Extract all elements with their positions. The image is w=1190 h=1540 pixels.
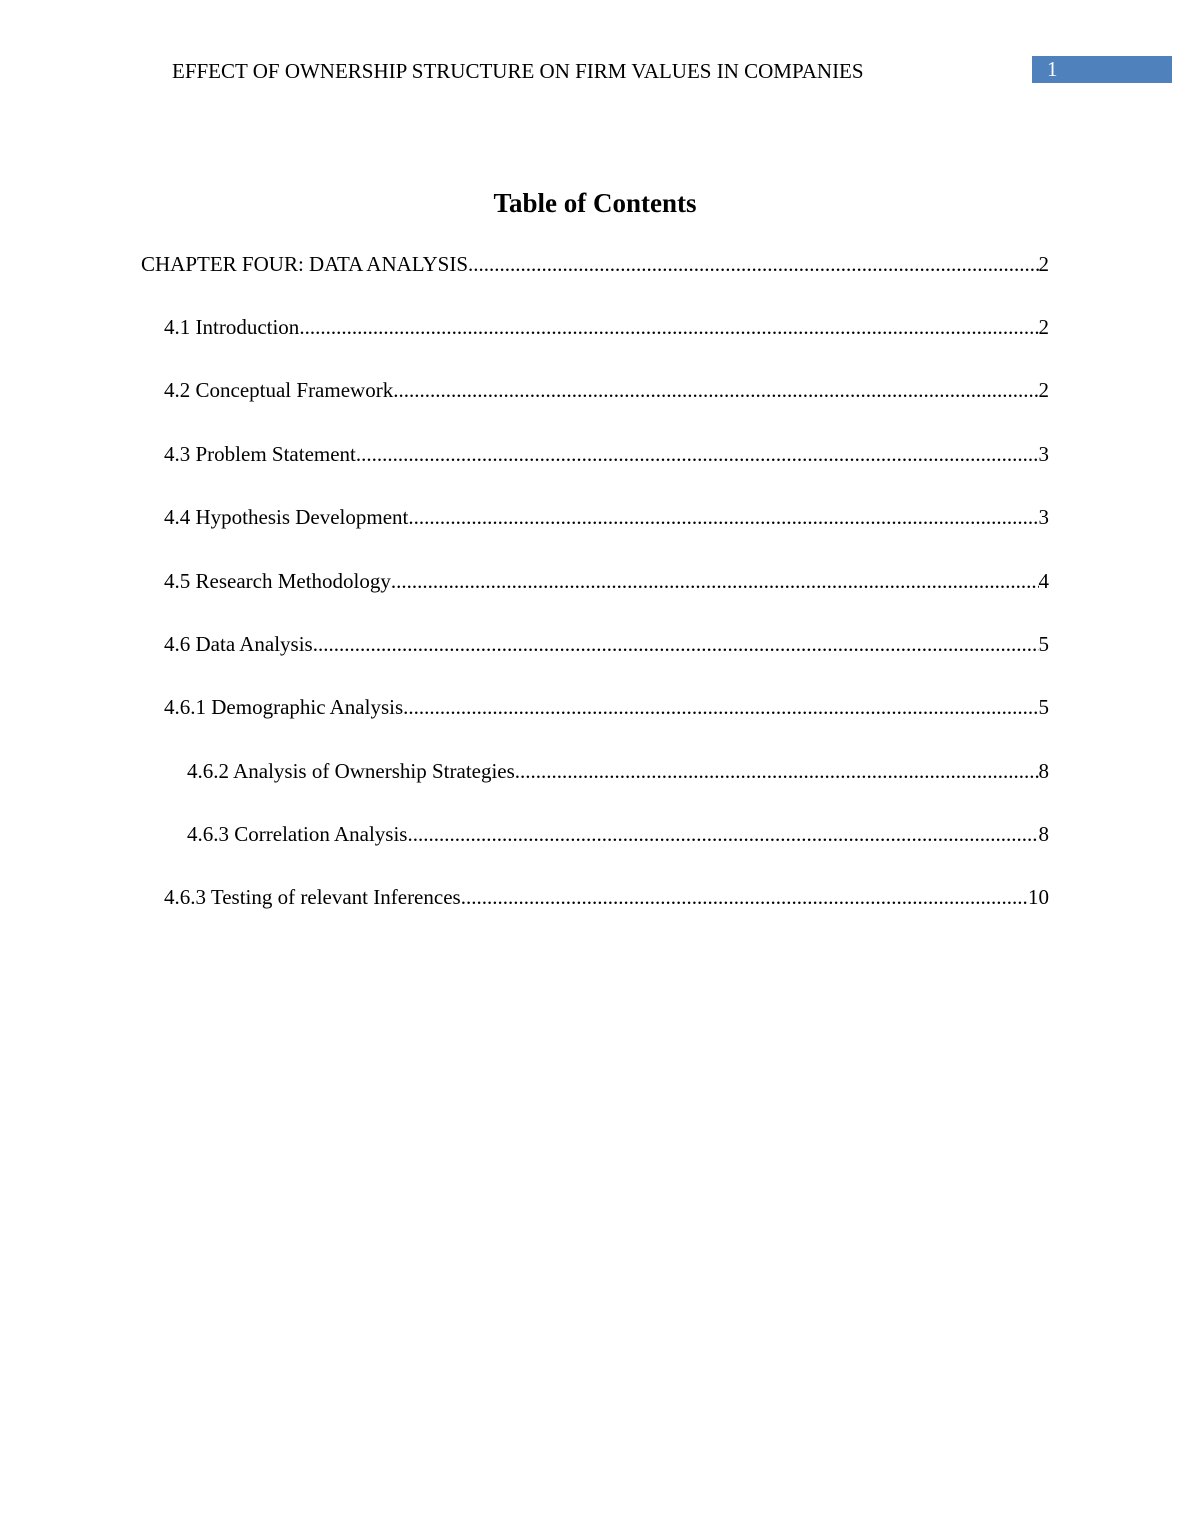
toc-entry-data-analysis[interactable] (164, 630, 1049, 658)
toc-entry-label: 4.6.2 Analysis of Ownership Strategies (187, 759, 515, 783)
toc-entry-label: 4.6.1 Demographic Analysis (164, 695, 404, 719)
toc-entry-introduction[interactable] (164, 313, 1049, 341)
toc-entry-page: 2 (1038, 315, 1049, 339)
toc-entry-problem-statement[interactable] (164, 440, 1049, 468)
toc-entry-page: 8 (1038, 822, 1049, 846)
page-number-badge (1032, 56, 1172, 83)
toc-entry-page: 2 (1038, 378, 1049, 402)
toc-dot-leader (408, 503, 1038, 531)
toc-entry-research-methodology[interactable] (164, 567, 1049, 595)
toc-entry-label: 4.6.3 Correlation Analysis (187, 822, 408, 846)
toc-entry-label: 4.2 Conceptual Framework (164, 378, 394, 402)
toc-entry-chapter-four[interactable] (141, 250, 1049, 278)
toc-entry-label: CHAPTER FOUR: DATA ANALYSIS (141, 252, 469, 276)
toc-entry-demographic-analysis[interactable] (164, 693, 1049, 721)
toc-entry-page: 8 (1038, 759, 1049, 783)
toc-dot-leader (313, 630, 1039, 658)
toc-entry-page: 3 (1038, 442, 1049, 466)
toc-entry-conceptual-framework[interactable] (164, 376, 1049, 404)
toc-entry-page: 5 (1038, 632, 1049, 656)
toc-entry-label: 4.1 Introduction (164, 315, 300, 339)
toc-dot-leader (468, 250, 1038, 278)
toc-entry-testing-inferences[interactable] (164, 883, 1049, 911)
toc-dot-leader (391, 567, 1039, 595)
toc-entry-page: 4 (1038, 569, 1049, 593)
toc-entry-page: 3 (1038, 505, 1049, 529)
toc-entry-label: 4.6.3 Testing of relevant Inferences (164, 885, 461, 909)
toc-heading: Table of Contents (493, 188, 697, 218)
page-number: 1 (1047, 57, 1058, 81)
toc-dot-leader (299, 313, 1038, 341)
toc-entry-ownership-strategies[interactable] (187, 757, 1049, 785)
toc-entry-correlation-analysis[interactable] (187, 820, 1049, 848)
toc-dot-leader (403, 693, 1038, 721)
toc-dot-leader (461, 883, 1028, 911)
running-header-title: EFFECT OF OWNERSHIP STRUCTURE ON FIRM VALUES IN COMPANIES (172, 59, 864, 83)
toc-entry-label: 4.4 Hypothesis Development (164, 505, 409, 529)
toc-dot-leader (515, 757, 1039, 785)
toc-dot-leader (407, 820, 1038, 848)
toc-dot-leader (393, 376, 1038, 404)
toc-entry-label: 4.5 Research Methodology (164, 569, 391, 593)
toc-entry-page: 5 (1038, 695, 1049, 719)
toc-entry-hypothesis-development[interactable] (164, 503, 1049, 531)
toc-dot-leader (356, 440, 1039, 468)
toc-entry-label: 4.3 Problem Statement (164, 442, 356, 466)
toc-entry-label: 4.6 Data Analysis (164, 632, 313, 656)
toc-entry-page: 10 (1028, 885, 1049, 909)
toc-entry-page: 2 (1038, 252, 1049, 276)
